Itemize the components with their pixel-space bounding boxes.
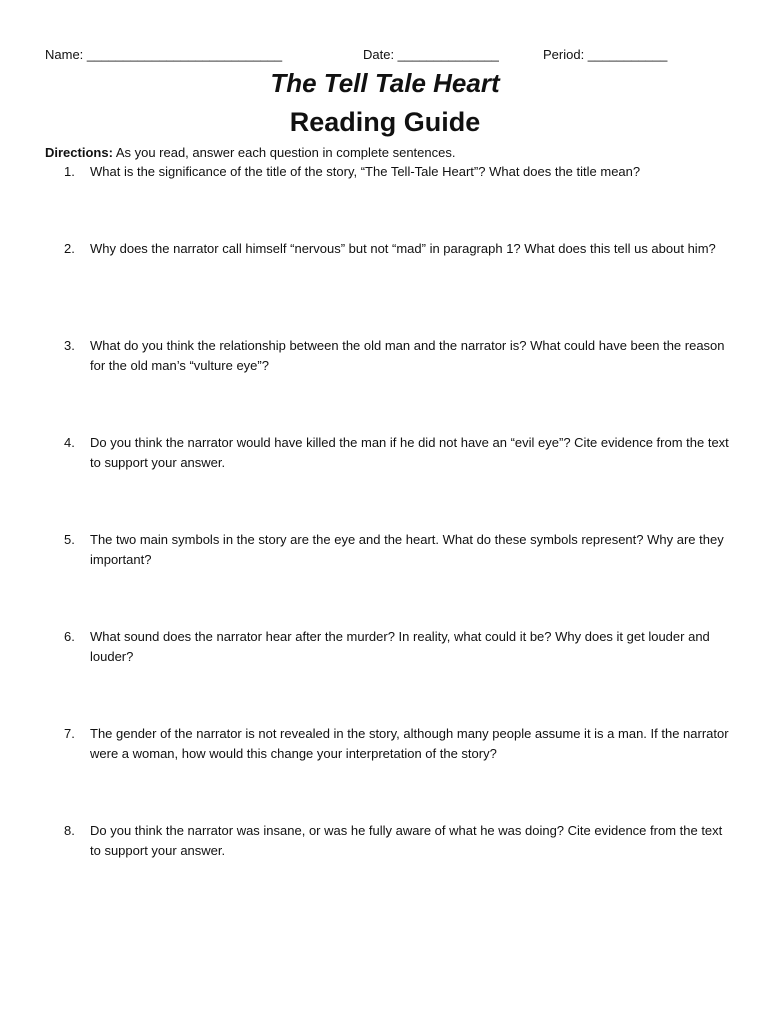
- question-text: What do you think the relationship between the old man and the narrator is? What could have been the reason for the old man’s “vulture eye”?: [90, 338, 725, 373]
- question-text: Do you think the narrator would have killed the man if he did not have an “evil eye”? Cite evidence from the text to support your answer.: [90, 435, 729, 470]
- question-number: 7.: [64, 726, 75, 741]
- question-1: [64, 162, 734, 182]
- question-5: [64, 530, 734, 570]
- name-field: Name: ___________________________: [45, 47, 283, 62]
- question-2: [64, 239, 734, 259]
- question-number: 4.: [64, 435, 75, 450]
- question-number: 5.: [64, 532, 75, 547]
- question-text: Why does the narrator call himself “nervous” but not “mad” in paragraph 1? What does this tell us about him?: [90, 241, 716, 256]
- question-8: [64, 821, 734, 861]
- question-text: What sound does the narrator hear after the murder? In reality, what could it be? Why does it get louder and louder?: [90, 629, 710, 664]
- question-number: 2.: [64, 241, 75, 256]
- date-field: Date: ______________: [363, 47, 499, 62]
- guide-title: Reading Guide: [289, 107, 481, 137]
- story-title: The Tell Tale Heart: [270, 68, 500, 98]
- question-text: What is the significance of the title of the story, “The Tell-Tale Heart”? What does the title mean?: [90, 164, 641, 179]
- question-text: The two main symbols in the story are the eye and the heart. What do these symbols represent? Why are they important?: [90, 532, 724, 567]
- question-number: 3.: [64, 338, 75, 353]
- question-text: Do you think the narrator was insane, or was he fully aware of what he was doing? Cite evidence from the text to support your answer.: [90, 823, 723, 858]
- question-number: 1.: [64, 164, 75, 179]
- question-6: [64, 627, 734, 667]
- question-4: [64, 433, 734, 473]
- question-text: The gender of the narrator is not revealed in the story, although many people assume it is a man. If the narrator were a woman, how would this change your interpretation of the story?: [90, 726, 729, 761]
- question-3: [64, 336, 734, 376]
- directions-text: As you read, answer each question in complete sentences.: [115, 145, 456, 160]
- directions-label: Directions:: [45, 145, 113, 160]
- question-number: 6.: [64, 629, 75, 644]
- period-field: Period: ___________: [543, 47, 668, 62]
- question-number: 8.: [64, 823, 75, 838]
- directions: [45, 145, 455, 160]
- question-7: [64, 724, 734, 764]
